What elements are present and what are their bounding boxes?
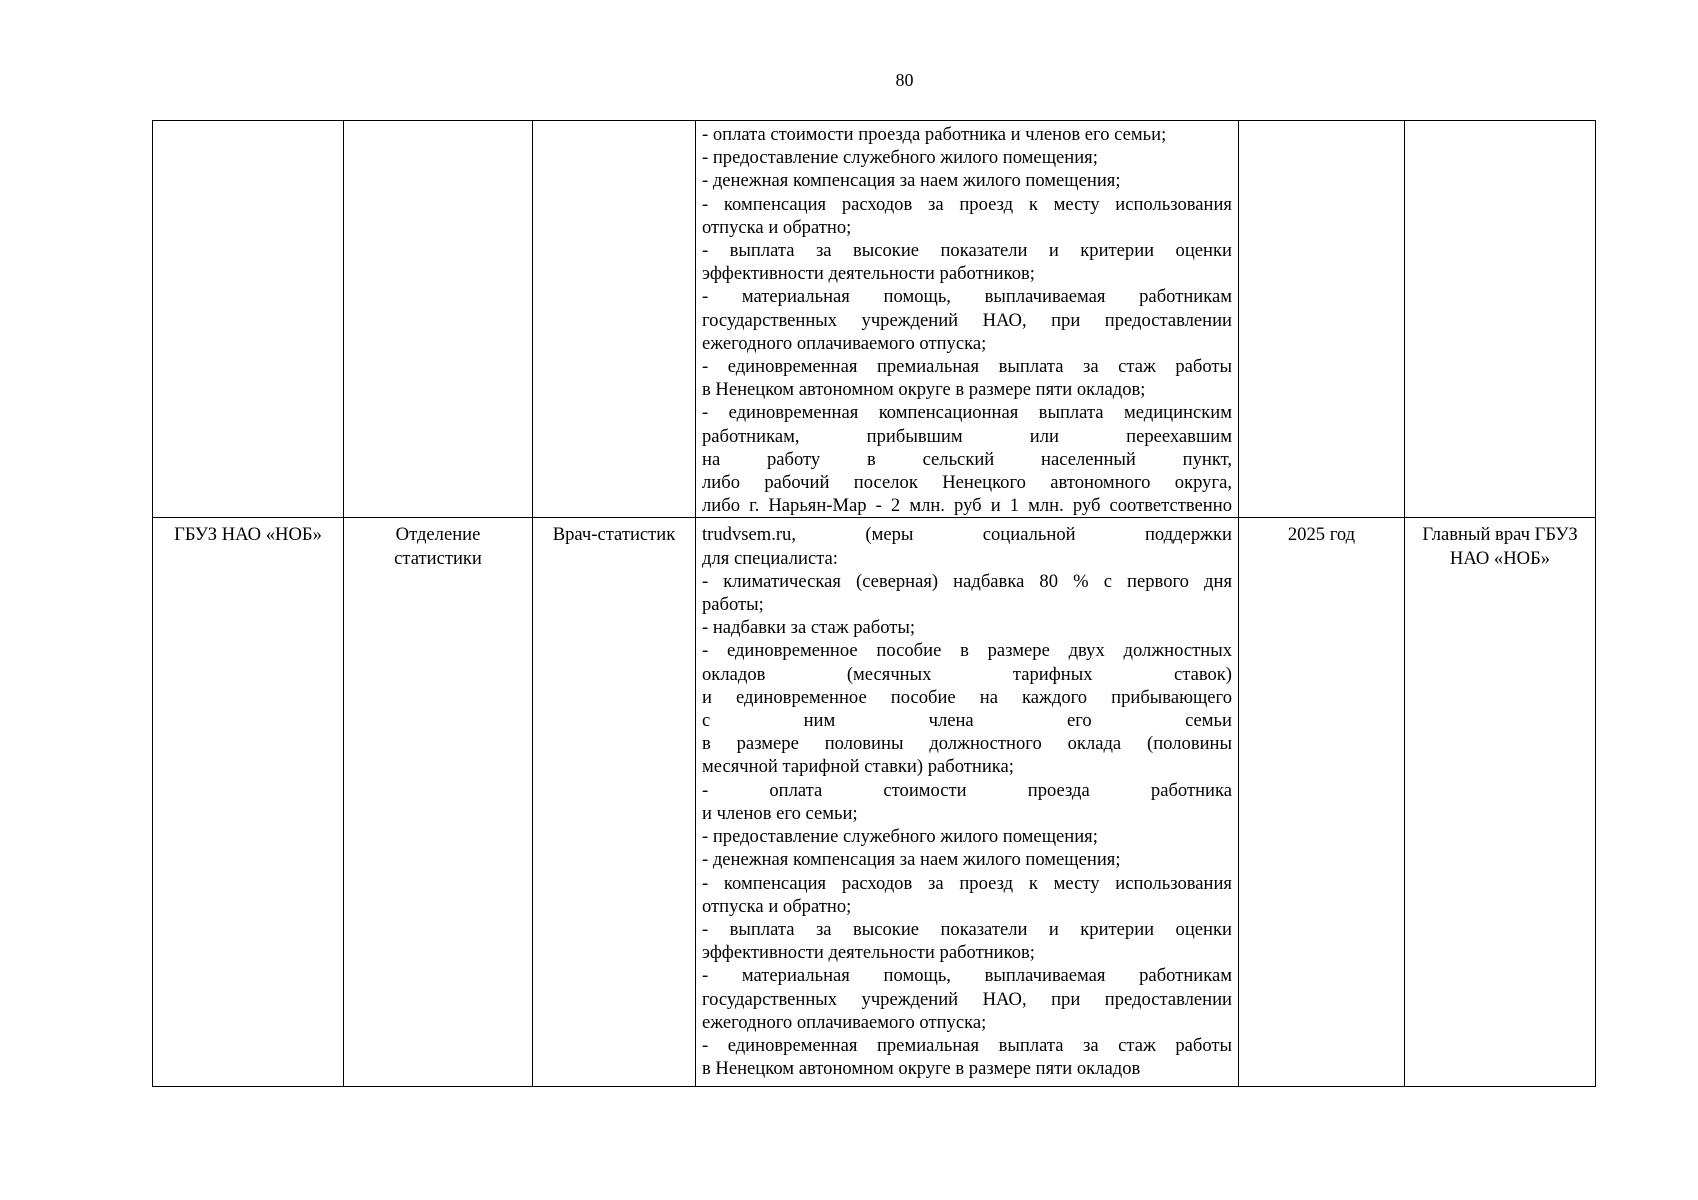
- description-line: - единовременная компенсационная выплата медицинским: [702, 402, 1232, 424]
- description-line: месячной тарифной ставки) работника;: [702, 756, 1014, 778]
- description-line: - денежная компенсация за наем жилого помещения;: [702, 170, 1121, 192]
- org-cell: ГБУЗ НАО «НОБ»: [153, 518, 344, 1087]
- org-cell: [153, 121, 344, 518]
- description-line: государственных учреждений НАО, при предоставлении: [702, 309, 1232, 331]
- description-line: - единовременное пособие в размере двух должностных: [702, 640, 1232, 662]
- description-line: trudvsem.ru, (меры социальной поддержки: [702, 524, 1232, 546]
- description-line: - единовременная премиальная выплата за стаж работы: [702, 356, 1232, 378]
- description-line: эффективности деятельности работников;: [702, 263, 1035, 285]
- description-line: ежегодного оплачиваемого отпуска;: [702, 332, 987, 354]
- description-line: - компенсация расходов за проезд к месту использования: [702, 872, 1232, 894]
- position-cell: [533, 121, 696, 518]
- description-line: - оплата стоимости проезда работника: [702, 779, 1232, 801]
- department-cell: Отделение статистики: [344, 518, 533, 1087]
- description-line: в Ненецком автономном округе в размере пяти окладов;: [702, 379, 1146, 401]
- description-line: либо рабочий поселок Ненецкого автономного округа,: [702, 472, 1232, 494]
- description-line: в Ненецком автономном округе в размере пяти окладов: [702, 1058, 1141, 1080]
- description-line: - выплата за высокие показатели и критерии оценки: [702, 240, 1232, 262]
- vacancy-table: [152, 120, 1596, 1087]
- description-line: эффективности деятельности работников;: [702, 942, 1035, 964]
- responsible-cell: [1405, 121, 1596, 518]
- description-line: - материальная помощь, выплачиваемая работникам: [702, 286, 1232, 308]
- description-line: - денежная компенсация за наем жилого помещения;: [702, 849, 1121, 871]
- description-line: - единовременная премиальная выплата за стаж работы: [702, 1034, 1232, 1056]
- description-line: и единовременное пособие на каждого прибывающего: [702, 686, 1232, 708]
- description-line: для специалиста:: [702, 547, 838, 569]
- description-line: окладов (месячных тарифных ставок): [702, 663, 1232, 685]
- description-line: - предоставление служебного жилого помещения;: [702, 147, 1098, 169]
- description-line: ежегодного оплачиваемого отпуска;: [702, 1011, 987, 1033]
- responsible-cell: Главный врач ГБУЗ НАО «НОБ»: [1405, 518, 1596, 1087]
- description-line: работникам, прибывшим или переехавшим: [702, 425, 1232, 447]
- year-cell: 2025 год: [1239, 518, 1405, 1087]
- support-measures-cell: [696, 121, 1239, 518]
- table-row: [153, 121, 1596, 518]
- description-line: - компенсация расходов за проезд к месту использования: [702, 193, 1232, 215]
- description-line: в размере половины должностного оклада (половины: [702, 733, 1232, 755]
- page-number: 80: [895, 70, 914, 90]
- description-line: государственных учреждений НАО, при предоставлении: [702, 988, 1232, 1010]
- description-line: - материальная помощь, выплачиваемая работникам: [702, 965, 1232, 987]
- year-cell: [1239, 121, 1405, 518]
- support-measures-cell: [696, 518, 1239, 1087]
- description-line: - надбавки за стаж работы;: [702, 617, 916, 639]
- description-line: с ним члена его семьи: [702, 710, 1232, 732]
- description-line: - предоставление служебного жилого помещения;: [702, 826, 1098, 848]
- position-cell: Врач-статистик: [533, 518, 696, 1087]
- description-line: на работу в сельский населенный пункт,: [702, 448, 1232, 470]
- description-line: - выплата за высокие показатели и критерии оценки: [702, 918, 1232, 940]
- department-cell: [344, 121, 533, 518]
- description-line: - оплата стоимости проезда работника и членов его семьи;: [702, 124, 1167, 145]
- description-line: либо г. Нарьян-Мар - 2 млн. руб и 1 млн. руб соответственно: [702, 495, 1232, 517]
- description-line: и членов его семьи;: [702, 802, 858, 824]
- description-line: - климатическая (северная) надбавка 80 % с первого дня: [702, 570, 1232, 592]
- description-line: отпуска и обратно;: [702, 895, 852, 917]
- table-row: [153, 518, 1596, 1087]
- description-line: отпуска и обратно;: [702, 216, 852, 238]
- description-line: работы;: [702, 594, 764, 616]
